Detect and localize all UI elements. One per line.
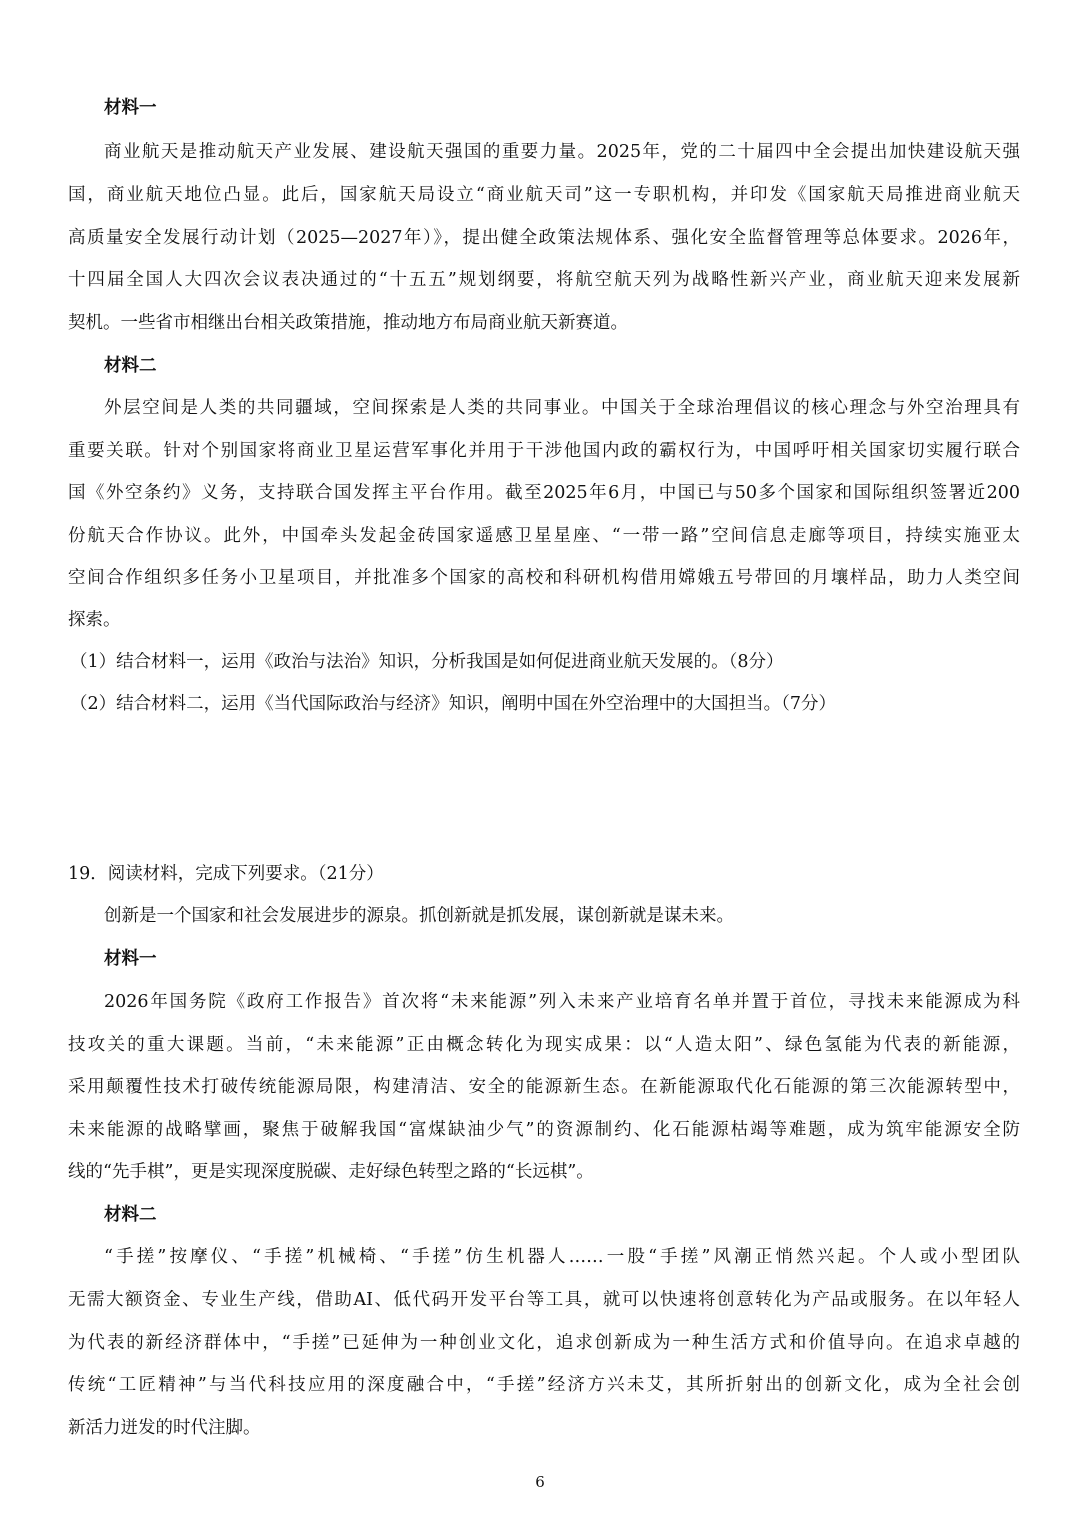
paragraph-line: 未来能源的战略擘画，聚焦于破解我国“富煤缺油少气”的资源制约、化石能源枯竭等难题，成为筑牢能源安全防 — [68, 1120, 1020, 1140]
material-two-heading: 材料二 — [104, 356, 157, 376]
paragraph-line: 十四届全国人大四次会议表决通过的“十五五”规划纲要，将航空航天列为战略性新兴产业，商业航天迎来发展新 — [68, 270, 1020, 290]
intro-line: 创新是一个国家和社会发展进步的源泉。抓创新就是抓发展，谋创新就是谋未来。 — [104, 906, 734, 926]
paragraph-line: “手搓”按摩仪、“手搓”机械椅、“手搓”仿生机器人……一股“手搓”风潮正悄然兴起。个人或小型团队 — [104, 1247, 1020, 1267]
paragraph-line: 传统“工匠精神”与当代科技应用的深度融合中，“手搓”经济方兴未艾，其所折射出的创新文化，成为全社会创 — [68, 1375, 1020, 1395]
paragraph-line: 无需大额资金、专业生产线，借助AI、低代码开发平台等工具，就可以快速将创意转化为产品或服务。在以年轻人 — [68, 1290, 1020, 1310]
sub-question-1: （1）结合材料一，运用《政治与法治》知识，分析我国是如何促进商业航天发展的。（8分） — [70, 652, 784, 672]
paragraph-line: 外层空间是人类的共同疆域，空间探索是人类的共同事业。中国关于全球治理倡议的核心理念与外空治理具有 — [104, 398, 1020, 418]
paragraph-line: 契机。一些省市相继出台相关政策措施，推动地方布局商业航天新赛道。 — [68, 313, 628, 333]
paragraph-line: 份航天合作协议。此外，中国牵头发起金砖国家遥感卫星星座、“一带一路”空间信息走廊等项目，持续实施亚太 — [68, 526, 1020, 546]
page-number: 6 — [535, 1473, 545, 1491]
paragraph-line: 2026年国务院《政府工作报告》首次将“未来能源”列入未来产业培育名单并置于首位，寻找未来能源成为科 — [104, 992, 1020, 1012]
paragraph-line: 商业航天是推动航天产业发展、建设航天强国的重要力量。2025年，党的二十届四中全会提出加快建设航天强 — [104, 142, 1020, 162]
material-one-heading: 材料一 — [104, 949, 157, 969]
paragraph-line: 线的“先手棋”，更是实现深度脱碳、走好绿色转型之路的“长远棋”。 — [68, 1162, 594, 1182]
question-19-title: 19．阅读材料，完成下列要求。（21分） — [68, 864, 384, 884]
paragraph-line: 新活力迸发的时代注脚。 — [68, 1418, 261, 1438]
material-one-heading: 材料一 — [104, 98, 157, 118]
paragraph-line: 高质量安全发展行动计划（2025—2027年）》，提出健全政策法规体系、强化安全监督管理等总体要求。2026年， — [68, 228, 1020, 248]
paragraph-line: 技攻关的重大课题。当前，“未来能源”正由概念转化为现实成果：以“人造太阳”、绿色氢能为代表的新能源， — [68, 1035, 1020, 1055]
paragraph-line: 空间合作组织多任务小卫星项目，并批准多个国家的高校和科研机构借用嫦娥五号带回的月壤样品，助力人类空间 — [68, 568, 1020, 588]
paragraph-line: 探索。 — [68, 610, 121, 630]
paragraph-line: 为代表的新经济群体中，“手搓”已延伸为一种创业文化，追求创新成为一种生活方式和价值导向。在追求卓越的 — [68, 1333, 1020, 1353]
paragraph-line: 重要关联。针对个别国家将商业卫星运营军事化并用于干涉他国内政的霸权行为，中国呼吁相关国家切实履行联合 — [68, 441, 1020, 461]
material-two-heading: 材料二 — [104, 1205, 157, 1225]
sub-question-2: （2）结合材料二，运用《当代国际政治与经济》知识，阐明中国在外空治理中的大国担当。（7分） — [70, 694, 837, 714]
paragraph-line: 国，商业航天地位凸显。此后，国家航天局设立“商业航天司”这一专职机构，并印发《国家航天局推进商业航天 — [68, 185, 1020, 205]
paragraph-line: 国《外空条约》义务，支持联合国发挥主平台作用。截至2025年6月，中国已与50多个国家和国际组织签署近200 — [68, 483, 1020, 503]
paragraph-line: 采用颠覆性技术打破传统能源局限，构建清洁、安全的能源新生态。在新能源取代化石能源的第三次能源转型中， — [68, 1077, 1020, 1097]
